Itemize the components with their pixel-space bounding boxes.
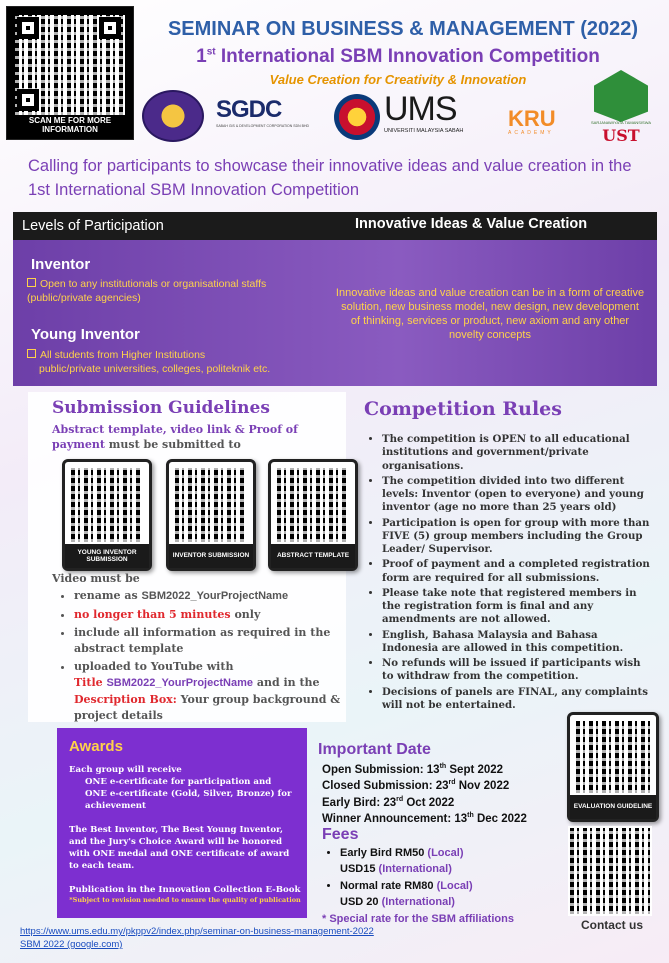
levels-section xyxy=(13,212,657,386)
qr-abstract-caption: ABSTRACT TEMPLATE xyxy=(271,544,355,568)
inventor-title: Inventor xyxy=(31,256,91,273)
dates-list xyxy=(322,762,562,827)
rule-item: • The competition divided into two different levels: Inventor (open to everyone) and young inventor (age no more than 25 years old) xyxy=(382,475,654,515)
fees-title: Fees xyxy=(322,826,359,843)
checkbox-icon xyxy=(27,349,36,358)
young-title: Young Inventor xyxy=(31,326,140,343)
qr-inventor[interactable] xyxy=(166,459,256,571)
page-subtitle: 1st International SBM Innovation Competition xyxy=(196,46,600,67)
rules-list xyxy=(368,433,654,714)
dates-title: Important Date xyxy=(318,741,431,758)
rule-item: • Participation is open for group with more than FIVE (5) group members including the Group Leader/ Supervisor. xyxy=(382,517,654,557)
inventor-text: Open to any institutionals or organisational staffs (public/private agencies) xyxy=(27,278,267,304)
qr-young-inventor[interactable] xyxy=(62,459,152,571)
rule-item: • Proof of payment and a completed registration form are required for all submissions. xyxy=(382,558,654,585)
qr-contact[interactable] xyxy=(568,826,652,916)
ums-logo: UMS UNIVERSITI MALAYSIA SABAH xyxy=(384,90,464,134)
ideas-text: Innovative ideas and value creation can be in a form of creative solution, new business model, new design, new development of thinking, services or product, new axiom and any other novelty concepts xyxy=(335,287,645,342)
qr-abstract-template[interactable] xyxy=(268,459,358,571)
levels-header-right: Innovative Ideas & Value Creation xyxy=(355,216,588,232)
qr-code-icon xyxy=(175,468,247,542)
page-title: SEMINAR ON BUSINESS & MANAGEMENT (2022) xyxy=(167,18,639,40)
contact-label: Contact us xyxy=(580,918,643,932)
qr-young-inventor-caption: YOUNG INVENTOR SUBMISSION xyxy=(65,544,149,568)
date-winner: Winner Announcement: 13th Dec 2022 xyxy=(322,812,527,825)
rule-item: • Please take note that registered members in the registration form is final and any amendments are not allowed. xyxy=(382,587,654,627)
footer-link-ums[interactable]: https://www.ums.edu.my/pkppv2/index.php/seminar-on-business-management-2022 xyxy=(20,926,374,937)
ust-logo: SARJANAWIYATA TAMANSISWA UST xyxy=(588,70,654,146)
video-must: Video must be xyxy=(52,572,140,585)
ump-logo xyxy=(142,90,204,142)
qr-code-icon xyxy=(277,468,349,542)
submission-intro: Abstract template, video link & Proof of payment must be submitted to xyxy=(52,423,298,452)
submission-title: Submission Guidelines xyxy=(52,398,270,418)
qr-code-icon xyxy=(576,721,650,793)
rule-item: • No refunds will be issued if participants wish to withdraw from the competition. xyxy=(382,657,654,684)
rules-title: Competition Rules xyxy=(364,398,562,420)
header-qr[interactable] xyxy=(6,6,134,140)
qr-inventor-caption: INVENTOR SUBMISSION xyxy=(169,544,253,568)
rule-item: • The competition is OPEN to all educational institutions and government/private organisations. xyxy=(382,433,654,473)
qr-evaluation-guideline[interactable] xyxy=(567,712,659,822)
qr-finder-icon xyxy=(17,89,39,111)
fees-list: • Early Bird RM50 (Local) USD15 (International) • Normal rate RM80 (Local) USD 20 (International) * Special rate for the SBM affiliations xyxy=(322,846,562,928)
date-early-bird: Early Bird: 23rd Oct 2022 xyxy=(322,795,455,809)
young-text: All students from Higher Institutions public/private universities, colleges, politeknik etc. xyxy=(27,348,317,376)
qr-finder-icon xyxy=(17,17,39,39)
video-requirements: • rename as SBM2022_YourProjectName • no longer than 5 minutes only • include all information as required in the abstract template • uploaded to YouTube with Title SBM2022_YourProjectName and in the Description Box: Your group background & project details xyxy=(52,588,342,726)
rule-item: • English, Bahasa Malaysia and Bahasa Indonesia are allowed in this competition. xyxy=(382,629,654,656)
sgdc-logo: SGDC SABAH GIS & DEVELOPMENT CORPORATION SDN BHD xyxy=(216,96,310,128)
checkbox-icon xyxy=(27,278,36,287)
awards-title: Awards xyxy=(69,738,123,755)
qr-code-icon xyxy=(570,828,650,914)
date-open: Open Submission: 13th Sept 2022 xyxy=(322,763,504,776)
ums-crest-logo xyxy=(334,94,380,140)
header-qr-caption: SCAN ME FOR MORE INFORMATION xyxy=(28,116,112,134)
tagline: Value Creation for Creativity & Innovation xyxy=(269,72,527,87)
date-closed: Closed Submission: 23rd Nov 2022 xyxy=(322,779,510,793)
qr-code-icon xyxy=(71,468,143,542)
qr-evaluation-caption: EVALUATION GUIDELINE xyxy=(570,795,656,819)
qr-finder-icon xyxy=(99,17,121,39)
kru-logo: KRU ACADEMY xyxy=(508,106,556,136)
levels-header-left: Levels of Participation xyxy=(22,218,164,234)
awards-body: Each group will receive ONE e-certificate for participation and ONE e-certificate (Gold, Silver, Bronze) for achievement The Best Inventor, The Best Young Inventor, and the Jury's Choice Award will be honored with ONE medal and ONE certificate of award to each team. Publication in the Innovation Collection E-Book *Subject to revision needed to ensure the quality of publication xyxy=(69,765,301,905)
rule-item: • Decisions of panels are FINAL, any complaints will not be entertained. xyxy=(382,686,654,713)
call-banner: Calling for participants to showcase their innovative ideas and value creation in the 1st International SBM Innovation Competition xyxy=(28,157,632,199)
footer-link-google[interactable]: SBM 2022 (google.com) xyxy=(20,939,123,950)
